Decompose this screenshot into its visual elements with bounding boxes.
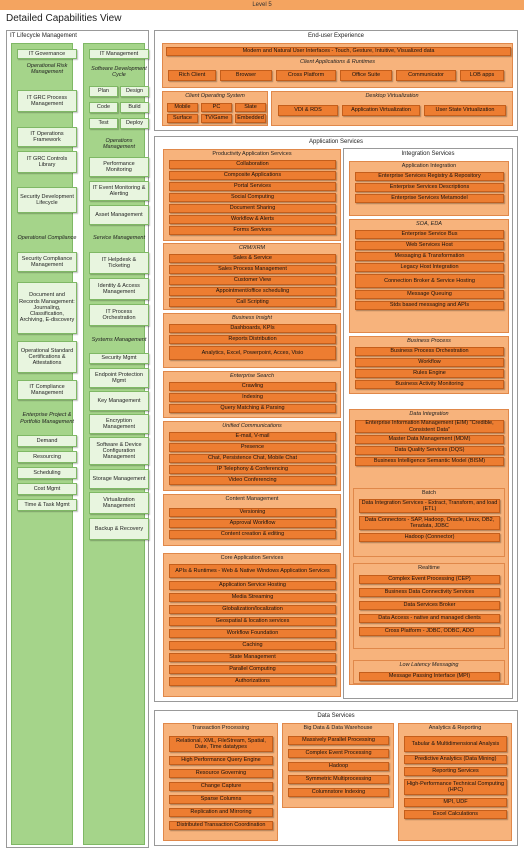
big-data-item-complex-event-processing: Complex Event Processing	[288, 749, 389, 758]
itlm-col1-item-7: Security Compliance Management	[17, 252, 77, 272]
itlm-col2-item-14: Identity & Access Management	[89, 278, 149, 300]
content-mgmt-group	[163, 494, 341, 546]
itlm-col2-item-19: Key Management	[89, 391, 149, 411]
client-os-mobile: Mobile	[167, 103, 198, 112]
itlm-col2-item-20: Encryption Management	[89, 414, 149, 434]
core-app-item-caching: Caching	[169, 641, 336, 650]
transaction-processing-item-change-capture: Change Capture	[169, 782, 273, 791]
transaction-processing-title: Transaction Processing	[191, 725, 250, 731]
data-integration-item-master-data-management-mdm: Master Data Management (MDM)	[355, 435, 504, 444]
end-user-experience-title: End-user Experience	[307, 33, 365, 39]
desktop-virt-group	[271, 91, 513, 126]
page-title: Detailed Capabilities View	[6, 13, 122, 24]
realtime-item-cross-platform-jdbc-odbc-ado: Cross Platform - JDBC, ODBC, ADO	[359, 627, 500, 636]
itlm-col2-item-22: Storage Management	[89, 469, 149, 489]
enterprise-search-item-crawling: Crawling	[169, 382, 336, 391]
content-mgmt-item-approval-workflow: Approval Workflow	[169, 519, 336, 528]
analytics-group	[398, 723, 512, 841]
itlm-col2-item-4: Code	[89, 102, 118, 113]
core-app-item-apis-runtimes-web-native-windows-applica: APIs & Runtimes - Web & Native Windows Application Services	[169, 564, 336, 578]
business-process-group	[349, 336, 509, 394]
data-services-panel	[154, 710, 518, 846]
content-mgmt-item-versioning: Versioning	[169, 508, 336, 517]
itlm-col2-item-0: IT Management	[89, 49, 149, 59]
application-services-panel	[154, 136, 518, 702]
client-os-pc: PC	[201, 103, 232, 112]
business-process-item-workflow: Workflow	[355, 358, 504, 367]
client-app-cross-platform: Cross Platform	[276, 70, 336, 81]
client-apps-title: Client Applications & Runtimes	[300, 59, 375, 65]
crm-group	[163, 243, 341, 310]
core-app-item-workflow-foundation: Workflow Foundation	[169, 629, 336, 638]
itlm-col1-heading-6: Operational Compliance	[17, 234, 77, 241]
itlm-col1-item-3: IT Operations Framework	[17, 127, 77, 147]
level-banner: Level 5	[0, 0, 524, 10]
transaction-processing-item-high-performance-query-engine: High Performance Query Engine	[169, 756, 273, 765]
low-latency-item-message-passing-interface-mpi: Message Passing Interface (MPI)	[359, 672, 500, 681]
productivity-item-document-sharing: Document Sharing	[169, 204, 336, 213]
itlm-col2-heading-1: Software Development Cycle	[91, 65, 147, 78]
business-process-item-business-process-orchestration: Business Process Orchestration	[355, 347, 504, 356]
core-app-item-media-streaming: Media Streaming	[169, 593, 336, 602]
productivity-item-forms-services: Forms Services	[169, 226, 336, 235]
itlm-col1-item-15: Cost Mgmt	[17, 483, 77, 495]
analytics-title: Analytics & Reporting	[428, 725, 482, 731]
it-lifecycle-title: IT Lifecycle Management	[10, 33, 77, 39]
productivity-title: Productivity Application Services	[212, 151, 292, 157]
itlm-col2-item-17: Security Mgmt	[89, 353, 149, 364]
data-integration-title: Data Integration	[409, 411, 449, 417]
transaction-processing-group	[163, 723, 278, 841]
app-integration-item-enterprise-services-descriptions: Enterprise Services Descriptions	[355, 183, 504, 192]
transaction-processing-item-sparse-columns: Sparse Columns	[169, 795, 273, 804]
crm-item-appointment-office-scheduling: Appointment/office scheduling	[169, 287, 336, 296]
business-process-title: Business Process	[407, 338, 451, 344]
itlm-col1-item-2: IT GRC Process Management	[17, 90, 77, 112]
soa-eda-title: SOA, EDA	[416, 221, 442, 227]
productivity-item-social-computing: Social Computing	[169, 193, 336, 202]
eux-group	[162, 43, 513, 88]
realtime-item-business-data-connectivity-services: Business Data Connectivity Services	[359, 588, 500, 597]
itlm-col2-item-21: Software & Device Configuration Management	[89, 437, 149, 465]
itlm-col1-item-8: Document and Records Management: Journaling, Classification, Archiving, E-discovery	[17, 282, 77, 334]
itlm-col2-item-18: Endpoint Protection Mgmt	[89, 368, 149, 388]
desktop-virt-vdi-rds: VDI & RDS	[278, 105, 338, 116]
itlm-col2-heading-16: Systems Management	[91, 336, 147, 343]
analytics-item-reporting-services: Reporting Services	[404, 767, 507, 776]
end-user-experience-panel	[154, 30, 518, 131]
itlm-col2-item-13: IT Helpdesk & Ticketing	[89, 252, 149, 274]
itlm-col2-item-6: Test	[89, 118, 118, 129]
business-process-item-business-activity-monitoring: Business Activity Monitoring	[355, 380, 504, 389]
client-os-group	[162, 91, 268, 126]
core-app-title: Core Application Services	[220, 555, 284, 561]
productivity-item-composite-applications: Composite Applications	[169, 171, 336, 180]
content-mgmt-title: Content Management	[225, 496, 279, 502]
app-integration-title: Application Integration	[401, 163, 457, 169]
soa-eda-item-web-services-host: Web Services Host	[355, 241, 504, 250]
batch-title: Batch	[421, 490, 437, 496]
itlm-col1-item-0: IT Governance	[17, 49, 77, 59]
productivity-group	[163, 149, 341, 241]
itlm-col2-item-3: Design	[120, 86, 149, 97]
batch-item-hadoop-connector: Hadoop (Connector)	[359, 533, 500, 542]
transaction-processing-item-resource-governing: Resource Governing	[169, 769, 273, 778]
desktop-virt-user-state-virtualization: User State Virtualization	[424, 105, 506, 116]
crm-item-customer-view: Customer View	[169, 276, 336, 285]
analytics-item-tabular-multidimensional-analysis: Tabular & Multidimensional Analysis	[404, 736, 507, 752]
itlm-col1-item-14: Scheduling	[17, 467, 77, 479]
big-data-item-symmetric-multiprocessing: Symmetric Multiprocessing	[288, 775, 389, 784]
integration-services-panel	[343, 148, 513, 699]
it-lifecycle-panel	[6, 30, 149, 848]
data-integration-item-data-quality-services-dqs: Data Quality Services (DQS)	[355, 446, 504, 455]
modern-ui-item: Modern and Natural User Interfaces - Touch, Gesture, Intuitive, Visualized data	[166, 47, 511, 56]
data-integration-item-enterprise-information-management-eim-cr: Enterprise Information Management (EIM) "Credible, Consistent Data"	[355, 420, 504, 433]
client-app-browser: Browser	[220, 70, 272, 81]
business-process-item-rules-engine: Rules Engine	[355, 369, 504, 378]
analytics-item-mpi-udf: MPI, UDF	[404, 798, 507, 807]
client-app-lob-apps: LOB apps	[460, 70, 504, 81]
client-os-tv-game: TV/Game	[201, 114, 232, 123]
client-app-office-suite: Office Suite	[340, 70, 392, 81]
realtime-item-complex-event-processing-cep: Complex Event Processing (CEP)	[359, 575, 500, 584]
crm-item-sales-service: Sales & Service	[169, 254, 336, 263]
soa-eda-item-connection-broker-service-hosting: Connection Broker & Service Hosting	[355, 274, 504, 288]
productivity-item-collaboration: Collaboration	[169, 160, 336, 169]
productivity-item-workflow-alerts: Workflow & Alerts	[169, 215, 336, 224]
core-app-item-authorizations: Authorizations	[169, 677, 336, 686]
core-app-group	[163, 553, 341, 697]
itlm-col2-item-5: Build	[120, 102, 149, 113]
soa-eda-item-stds-based-messaging-and-apis: Stds based messaging and APIs	[355, 301, 504, 310]
data-services-title: Data Services	[317, 713, 355, 719]
realtime-item-data-services-broker: Data Services Broker	[359, 601, 500, 610]
app-integration-item-enterprise-services-metamodel: Enterprise Services Metamodel	[355, 194, 504, 203]
soa-eda-item-enterprise-service-bus: Enterprise Service Bus	[355, 230, 504, 239]
enterprise-search-item-query-matching-parsing: Query Matching & Parsing	[169, 404, 336, 413]
business-insight-item-analytics-excel-powerpoint-acces-visio: Analytics, Excel, Powerpoint, Acces, Visio	[169, 346, 336, 360]
desktop-virt-title: Desktop Virtualization	[365, 93, 419, 99]
itlm-col2-item-10: IT Event Monitoring & Alerting	[89, 181, 149, 201]
itlm-col2-item-2: Plan	[89, 86, 118, 97]
client-os-surface: Surface	[167, 114, 198, 123]
itlm-col1-heading-1: Operational Risk Management	[26, 62, 68, 75]
itlm-col2-item-11: Asset Management	[89, 205, 149, 225]
big-data-item-hadoop: Hadoop	[288, 762, 389, 771]
itlm-col2-heading-12: Service Management	[93, 234, 145, 241]
batch-item-data-integration-services-extract-transf: Data Integration Services - Extract, Transform, and load (ETL)	[359, 499, 500, 513]
business-insight-group	[163, 313, 341, 368]
core-app-item-parallel-computing: Parallel Computing	[169, 665, 336, 674]
data-integration-item-business-intelligence-semantic-model-bis: Business Intelligence Semantic Model (BISM)	[355, 457, 504, 466]
business-insight-item-dashboards-kpis: Dashboards, KPIs	[169, 324, 336, 333]
itlm-col1-heading-11: Enterprise Project & Portfolio Management	[20, 412, 74, 425]
realtime-group	[353, 563, 505, 649]
core-app-item-globalization-localization: Globalization/localization	[169, 605, 336, 614]
batch-group	[353, 488, 505, 557]
itlm-col1-item-10: IT Compliance Management	[17, 380, 77, 400]
enterprise-search-title: Enterprise Search	[229, 373, 275, 379]
unified-comms-item-e-mail-v-mail: E-mail, V-mail	[169, 432, 336, 441]
analytics-item-excel-calculations: Excel Calculations	[404, 810, 507, 819]
unified-comms-group	[163, 421, 341, 491]
business-insight-title: Business Insight	[231, 315, 273, 321]
itlm-col1-item-13: Resourcing	[17, 451, 77, 463]
low-latency-group	[353, 660, 505, 684]
enterprise-search-group	[163, 371, 341, 418]
unified-comms-title: Unified Communications	[222, 423, 282, 429]
core-app-item-geospatial-location-services: Geospatial & location services	[169, 617, 336, 626]
app-integration-group	[349, 161, 509, 216]
application-services-title: Application Services	[308, 139, 364, 145]
big-data-item-massively-parallel-processing: Massively Parallel Processing	[288, 736, 389, 745]
itlm-col1-item-9: Operational Standard Certifications & Attestations	[17, 341, 77, 373]
itlm-col2-item-9: Performance Monitoring	[89, 157, 149, 177]
unified-comms-item-ip-telephony-conferencing: IP Telephony & Conferencing	[169, 465, 336, 474]
desktop-virt-application-virtualization: Application Virtualization	[342, 105, 420, 116]
realtime-item-data-access-native-and-managed-clients: Data Access - native and managed clients	[359, 614, 500, 623]
itlm-col1-item-4: IT GRC Controls Library	[17, 151, 77, 173]
itlm-col2-item-24: Backup & Recovery	[89, 518, 149, 540]
soa-eda-item-message-queuing: Message Queuing	[355, 290, 504, 299]
client-app-communicator: Communicator	[396, 70, 456, 81]
client-os-embedded: Embedded	[235, 114, 266, 123]
client-os-slate: Slate	[235, 103, 266, 112]
enterprise-search-item-indexing: Indexing	[169, 393, 336, 402]
soa-eda-item-legacy-host-integration: Legacy Host Integration	[355, 263, 504, 272]
client-os-title: Client Operating System	[185, 93, 245, 99]
analytics-item-high-performance-technical-computing-hpc: High-Performance Technical Computing (HPC)	[404, 779, 507, 795]
analytics-item-predictive-analytics-data-mining: Predictive Analytics (Data Mining)	[404, 755, 507, 764]
content-mgmt-item-content-creation-editing: Content creation & editing	[169, 530, 336, 539]
unified-comms-item-chat-persistence-chat-mobile-chat: Chat, Persistence Chat, Mobile Chat	[169, 454, 336, 463]
itlm-col1-item-16: Time & Task Mgmt	[17, 499, 77, 511]
app-integration-item-enterprise-services-registry-repository: Enterprise Services Registry & Repository	[355, 172, 504, 181]
low-latency-title: Low Latency Messaging	[399, 662, 459, 668]
crm-title: CRM/XRM	[238, 245, 266, 251]
client-app-rich-client: Rich Client	[168, 70, 216, 81]
core-app-item-application-service-hosting: Application Service Hosting	[169, 581, 336, 590]
transaction-processing-item-replication-and-mirroring: Replication and Mirroring	[169, 808, 273, 817]
unified-comms-item-video-conferencing: Video Conferencing	[169, 476, 336, 485]
itlm-col1-item-12: Demand	[17, 435, 77, 447]
itlm-col2-item-15: IT Process Orchestration	[89, 304, 149, 326]
big-data-title: Big Data & Data Warehouse	[303, 725, 373, 731]
itlm-col2-heading-8: Operations Management	[102, 137, 136, 150]
soa-eda-item-messaging-transformation: Messaging & Transformation	[355, 252, 504, 261]
productivity-item-portal-services: Portal Services	[169, 182, 336, 191]
crm-item-call-scripting: Call Scripting	[169, 298, 336, 307]
business-insight-item-reports-distribution: Reports Distribution	[169, 335, 336, 344]
realtime-title: Realtime	[418, 565, 440, 571]
big-data-group	[282, 723, 394, 808]
itlm-col2-item-7: Deploy	[120, 118, 149, 129]
itlm-col2-item-23: Virtualization Management	[89, 492, 149, 514]
core-app-item-state-management: State Management	[169, 653, 336, 662]
batch-item-data-connectors-sap-hadoop-oracle-linux-: Data Connectors - SAP, Hadoop, Oracle, Linux, DB2, Teradata, JDBC	[359, 516, 500, 530]
itlm-col1-item-5: Security Development Lifecycle	[17, 187, 77, 213]
crm-item-sales-process-management: Sales Process Management	[169, 265, 336, 274]
unified-comms-item-presence: Presence	[169, 443, 336, 452]
transaction-processing-item-relational-xml-filestream-spatial-date-t: Relational, XML, FileStream, Spatial, Date, Time datatypes	[169, 736, 273, 752]
soa-eda-group	[349, 219, 509, 333]
integration-services-title: Integration Services	[401, 151, 455, 157]
transaction-processing-item-distributed-transaction-coordination: Distributed Transaction Coordination	[169, 821, 273, 830]
big-data-item-columnstore-indexing: Columnstore Indexing	[288, 788, 389, 797]
